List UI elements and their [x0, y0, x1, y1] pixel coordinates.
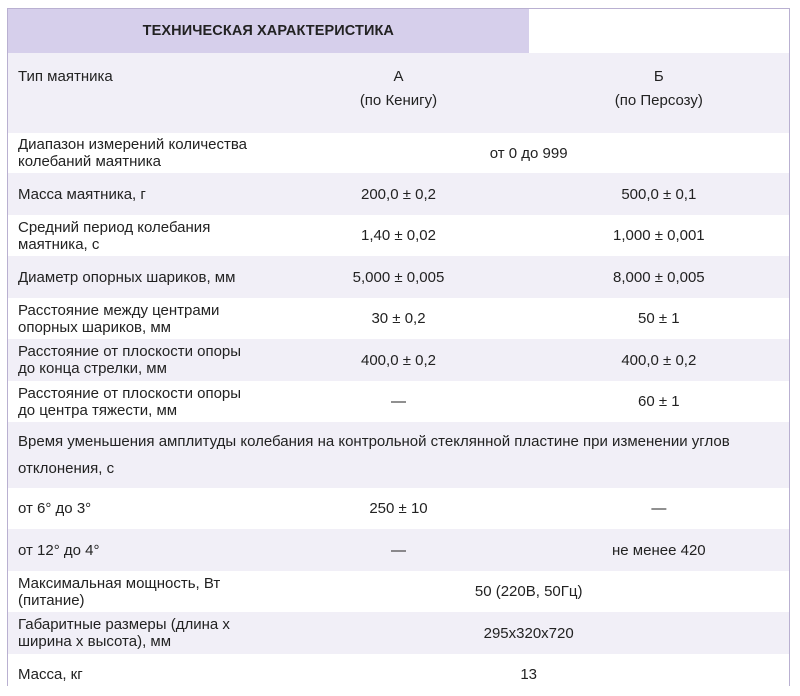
- row-value-b: 1,000 ± 0,001: [529, 215, 789, 256]
- table-row: [8, 256, 789, 298]
- row-value-a: —: [268, 381, 528, 422]
- table-row: [8, 173, 789, 215]
- row-label: Расстояние от плоскости опоры до конца стрелки, мм: [8, 339, 268, 381]
- row-value-both: 13: [268, 654, 789, 695]
- row-label: Масса, кг: [8, 654, 268, 695]
- row-value-a: 250 ± 10: [268, 488, 528, 529]
- row-value-both: 50 (220В, 50Гц): [268, 571, 789, 612]
- type-b-cell: [529, 53, 789, 133]
- table-header-row: [8, 9, 789, 53]
- row-value-both: 295x320x720: [268, 612, 789, 654]
- spec-table-frame: [7, 8, 790, 686]
- row-label: Габаритные размеры (длина x ширина x высота), мм: [8, 612, 268, 654]
- row-label-section: Время уменьшения амплитуды колебания на контрольной стеклянной пластине при изменении углов отклонения, с: [8, 422, 789, 488]
- row-value-b: не менее 420: [529, 529, 789, 571]
- row-label: Средний период колебания маятника, с: [8, 215, 268, 256]
- table-row: [8, 654, 789, 695]
- table-title: ТЕХНИЧЕСКАЯ ХАРАКТЕРИСТИКА: [8, 9, 529, 53]
- row-label: Расстояние от плоскости опоры до центра тяжести, мм: [8, 381, 268, 422]
- type-a-cell: [268, 53, 528, 133]
- row-value-b: —: [529, 488, 789, 529]
- table-row-section: [8, 422, 789, 488]
- row-label: Максимальная мощность, Вт (питание): [8, 571, 268, 612]
- row-label: от 12° до 4°: [8, 529, 268, 571]
- row-value-a: 5,000 ± 0,005: [268, 256, 528, 298]
- row-label: Тип маятника: [8, 53, 268, 133]
- table-row: [8, 133, 789, 173]
- row-label: Диапазон измерений количества колебаний маятника: [8, 133, 268, 173]
- row-label: Диаметр опорных шариков, мм: [8, 256, 268, 298]
- row-value-a: 200,0 ± 0,2: [268, 173, 528, 215]
- row-value-b: 50 ± 1: [529, 298, 789, 339]
- row-value-both: от 0 до 999: [268, 133, 789, 173]
- table-row: [8, 612, 789, 654]
- table-row: [8, 339, 789, 381]
- row-value-b: 500,0 ± 0,1: [529, 173, 789, 215]
- table-row-type: [8, 53, 789, 133]
- row-value-a: 1,40 ± 0,02: [268, 215, 528, 256]
- table-row: [8, 529, 789, 571]
- table-row: [8, 381, 789, 422]
- type-a-letter: А: [393, 68, 404, 85]
- row-value-b: 400,0 ± 0,2: [529, 339, 789, 381]
- type-b-letter: Б: [653, 68, 664, 85]
- row-value-b: 8,000 ± 0,005: [529, 256, 789, 298]
- header-blank-cell: [529, 9, 789, 53]
- row-value-a: 30 ± 0,2: [268, 298, 528, 339]
- table-row: [8, 298, 789, 339]
- type-b-sub: (по Персозу): [614, 92, 703, 109]
- row-label: Расстояние между центрами опорных шариков, мм: [8, 298, 268, 339]
- row-value-a: —: [268, 529, 528, 571]
- table-row: [8, 215, 789, 256]
- table-row: [8, 488, 789, 529]
- row-value-a: 400,0 ± 0,2: [268, 339, 528, 381]
- spec-table: [8, 9, 789, 695]
- table-row: [8, 571, 789, 612]
- type-a-sub: (по Кенигу): [359, 92, 438, 109]
- row-label: Масса маятника, г: [8, 173, 268, 215]
- row-value-b: 60 ± 1: [529, 381, 789, 422]
- row-label: от 6° до 3°: [8, 488, 268, 529]
